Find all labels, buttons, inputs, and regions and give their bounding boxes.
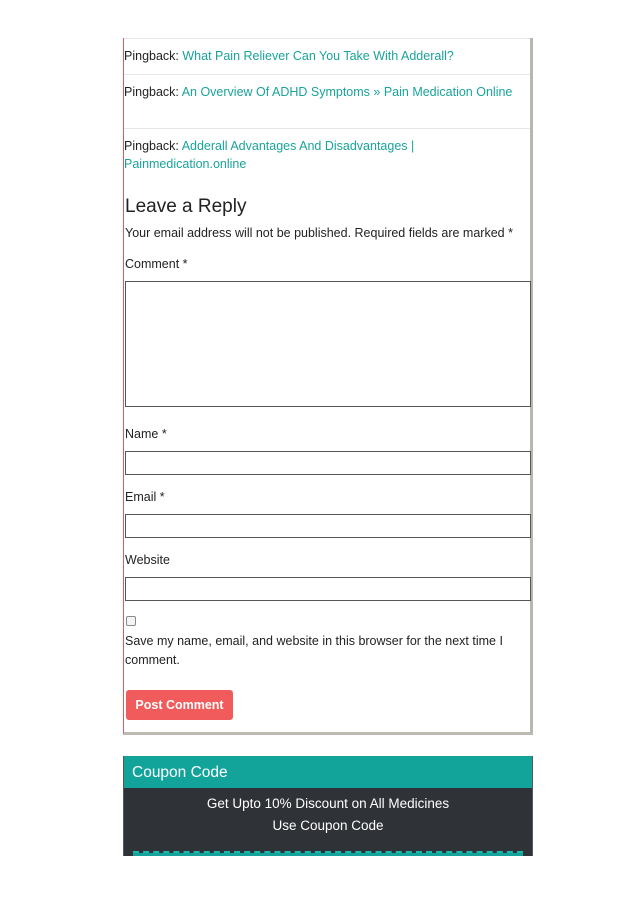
comment-textarea[interactable] [125, 281, 531, 407]
coupon-title: Coupon Code [124, 756, 532, 788]
save-info-checkbox[interactable] [126, 616, 136, 626]
comment-label: Comment * [125, 257, 188, 271]
coupon-widget [123, 756, 533, 856]
comments-column [123, 38, 533, 735]
save-info-label: Save my name, email, and website in this browser for the next time I comment. [125, 634, 503, 667]
coupon-instruction-text: Use Coupon Code [272, 818, 384, 833]
comment-notes: Your email address will not be published. Required fields are marked * [125, 226, 513, 240]
pingback-item [124, 128, 530, 182]
name-label: Name * [125, 427, 167, 441]
pingback-item [124, 74, 530, 128]
pingback-link[interactable]: Adderall Advantages And Disadvantages | Painmedication.online [124, 139, 415, 171]
pingback-link[interactable]: What Pain Reliever Can You Take With Adderall? [182, 49, 454, 63]
email-input[interactable] [125, 514, 531, 538]
website-label: Website [125, 553, 170, 567]
pingback-label: Pingback: [124, 85, 182, 99]
post-comment-button[interactable]: Post Comment [126, 690, 233, 720]
pingback-label: Pingback: [124, 49, 183, 63]
website-input[interactable] [125, 577, 531, 601]
name-input[interactable] [125, 451, 531, 475]
coupon-body [124, 788, 532, 856]
reply-title: Leave a Reply [125, 196, 247, 217]
pingback-label: Pingback: [124, 139, 182, 153]
email-label: Email * [125, 490, 165, 504]
pingback-link[interactable]: An Overview Of ADHD Symptoms » Pain Medication Online [181, 85, 513, 99]
coupon-discount-text: Get Upto 10% Discount on All Medicines [206, 796, 450, 811]
pingback-item [124, 38, 530, 74]
coupon-code-box[interactable] [133, 853, 523, 856]
